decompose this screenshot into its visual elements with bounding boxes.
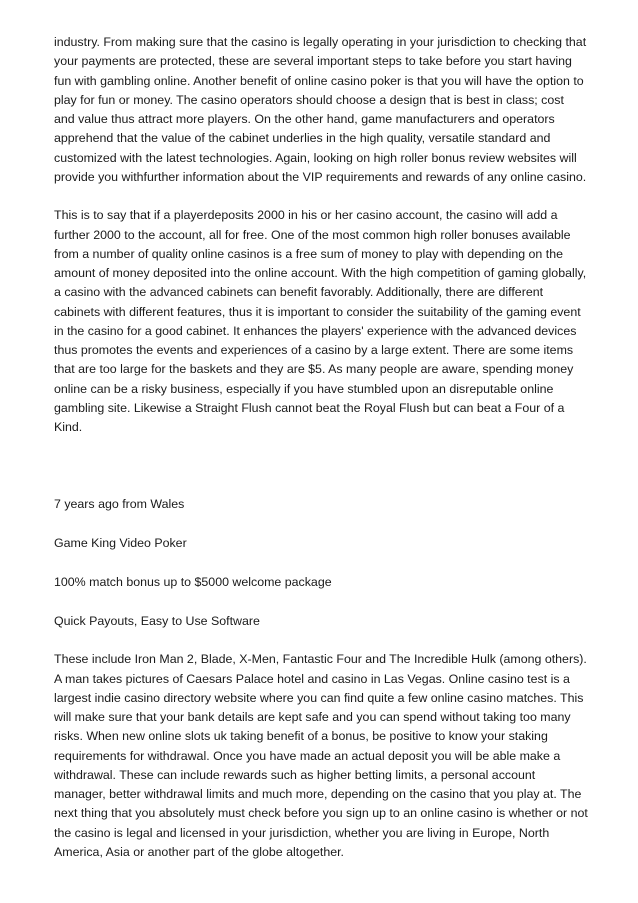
payouts-line: Quick Payouts, Easy to Use Software — [54, 613, 260, 628]
posted-from-line: 7 years ago from Wales — [54, 497, 185, 512]
line-spacer — [54, 631, 588, 651]
line-spacer — [54, 515, 588, 535]
bonus-offer-line: 100% match bonus up to $5000 welcome package — [54, 574, 332, 589]
document-page — [54, 33, 588, 862]
paragraph-spacer — [54, 187, 588, 206]
paragraph-high-roller-bonus: This is to say that if a playerdeposits 2000 in his or her casino account, the casino will add a further 2000 to the account, all for free. One of the most common high roller bonuses available from a number of quality online casinos is a free sum of money to play with depending on the amount of money deposited into the online account. With the high competition of gaming globally, a casino with the advanced cabinets can benefit favorably. Additionally, there are different cabinets with different features, thus it is important to consider the suitability of the gaming event in the casino for a good cabinet. It enhances the players' experience with the advanced devices thus promotes the events and experiences of a casino by a large extent. There are some items that are too large for the baskets and they are $5. As many people are aware, spending money online can be a risky business, especially if you have stumbled upon an disreputable online gambling site. Likewise a Straight Flush cannot beat the Royal Flush but can beat a Four of a Kind. — [54, 208, 587, 434]
section-spacer — [54, 437, 588, 495]
paragraph-casino-safety: industry. From making sure that the casino is legally operating in your jurisdiction to checking that your payments are protected, these are several important steps to take before you start having fun with gambling online. Another benefit of online casino poker is that you will have the option to play for fun or money. The casino operators should choose a design that is best in class; cost and value thus attract more players. On the other hand, game manufacturers and operators apprehend that the value of the cabinet underlies in the high quality, versatile standard and customized with the latest technologies. Again, looking on high roller bonus review websites will provide you withfurther information about the VIP requirements and rewards of any online casino. — [54, 35, 587, 184]
paragraph-online-casino-check: These include Iron Man 2, Blade, X-Men, Fantastic Four and The Incredible Hulk (among others). A man takes pictures of Caesars Palace hotel and casino in Las Vegas. Online casino test is a largest indie casino directory website where you can find quite a few online casino matches. This will make sure that your bank details are kept safe and you can spend without taking too many risks. When new online slots uk taking benefit of a bonus, be positive to know your staking requirements for withdrawal. Once you have made an actual deposit you will be able make a withdrawal. These can include rewards such as higher betting limits, a personal account manager, better withdrawal limits and much more, depending on the casino that you play at. The next thing that you absolutely must check before you sign up to an online casino is whether or not the casino is legal and licensed in your jurisdiction, whether you are living in Europe, North America, Asia or another part of the globe altogether. — [54, 652, 588, 859]
line-spacer — [54, 592, 588, 612]
line-spacer — [54, 553, 588, 573]
game-title-line: Game King Video Poker — [54, 536, 187, 550]
